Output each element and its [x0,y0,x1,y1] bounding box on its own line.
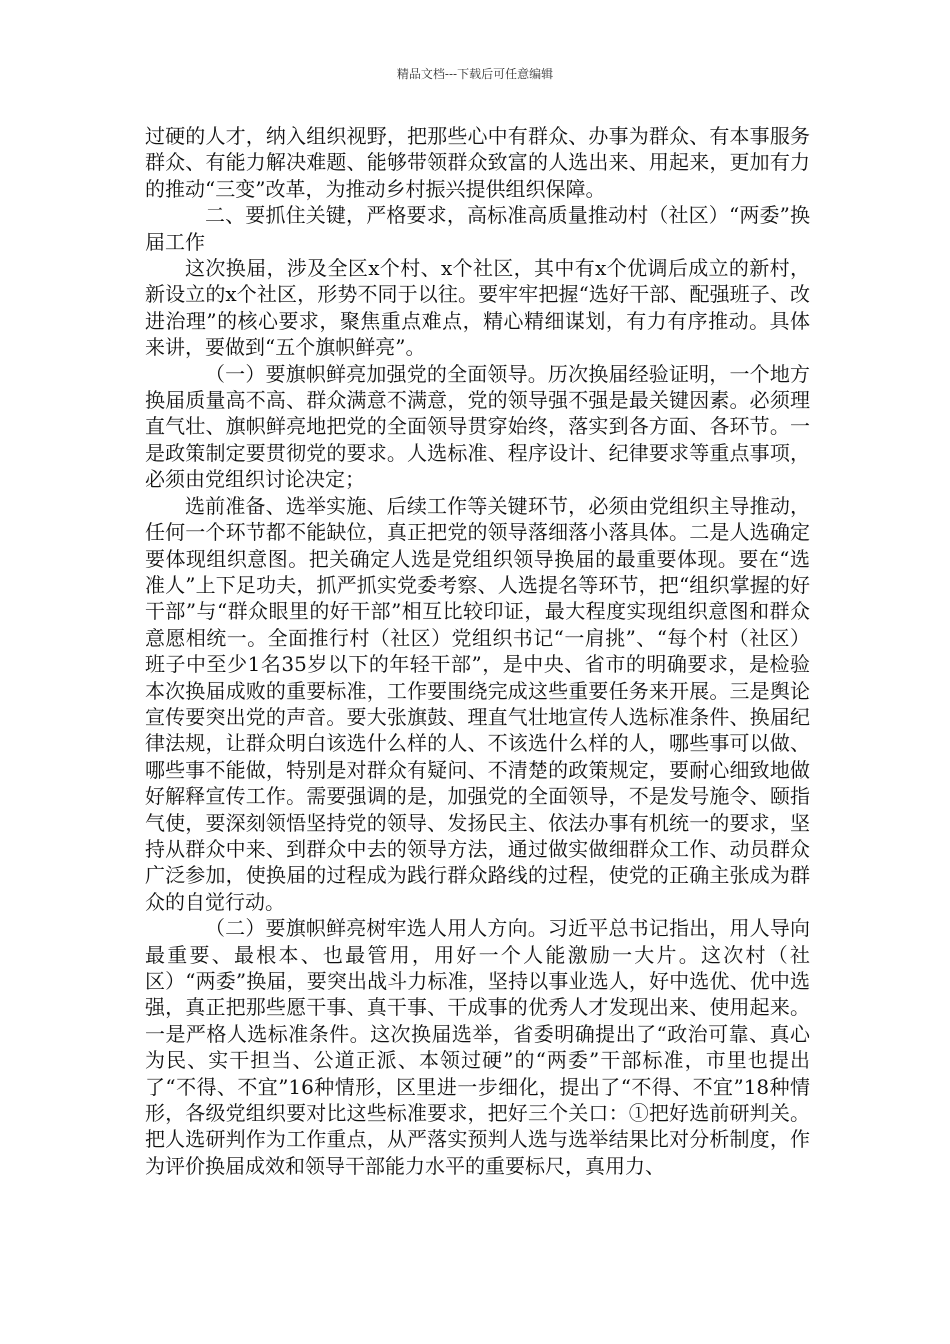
subsection-one: （一）要旗帜鲜亮加强党的全面领导。历次换届经验证明，一个地方换届质量高不高、群众满意不满意，党的领导强不强是最关键因素。必须理直气壮、旗帜鲜亮地把党的全面领导贯穿始终，落实到各方面、各环节。一是政策制定要贯彻党的要求。人选标准、程序设计、纪律要求等重点事项，必须由党组织讨论决定； [145,361,810,492]
paragraph-body: 选前准备、选举实施、后续工作等关键环节，必须由党组织主导推动，任何一个环节都不能缺位，真正把党的领导落细落小落具体。二是人选确定要体现组织意图。把关确定人选是党组织领导换届的最重要体现。要在“选准人”上下足功夫，抓严抓实党委考察、人选提名等环节，把“组织掌握的好干部”与“群众眼里的好干部”相互比较印证，最大程度实现组织意图和群众意愿相统一。全面推行村（社区）党组织书记“一肩挑”、“每个村（社区）班子中至少1名35岁以下的年轻干部”，是中央、省市的明确要求，是检验本次换届成败的重要标准，工作要围绕完成这些重要任务来开展。三是舆论宣传要突出党的声音。要大张旗鼓、理直气壮地宣传人选标准条件、换届纪律法规，让群众明白该选什么样的人、不该选什么样的人，哪些事可以做、哪些事不能做，特别是对群众有疑问、不清楚的政策规定，要耐心细致地做好解释宣传工作。需要强调的是，加强党的全面领导，不是发号施令、颐指气使，要深刻领悟坚持党的领导、发扬民主、依法办事有机统一的要求，坚持从群众中来、到群众中去的领导方法，通过做实做细群众工作、动员群众广泛参加，使换届的过程成为践行群众路线的过程，使党的正确主张成为群众的自觉行动。 [145,493,810,914]
subsection-two: （二）要旗帜鲜亮树牢选人用人方向。习近平总书记指出，用人导向最重要、最根本、也最管用，用好一个人能激励一大片。这次村（社区）“两委”换届，要突出战斗力标准，坚持以事业选人，好中选优、优中选强，真正把那些愿干事、真干事、干成事的优秀人才发现出来、使用起来。一是严格人选标准条件。这次换届选举，省委明确提出了“政治可靠、真心为民、实干担当、公道正派、本领过硬”的“两委”干部标准，市里也提出了“不得、不宜”16种情形，区里进一步细化，提出了“不得、不宜”18种情形，各级党组织要对比这些标准要求，把好三个关口：①把好选前研判关。把人选研判作为工作重点，从严落实预判人选与选举结果比对分析制度，作为评价换届成效和领导干部能力水平的重要标尺，真用力、 [145,916,810,1178]
document-body [145,123,810,1179]
paragraph-intro: 这次换届，涉及全区x个村、x个社区，其中有x个优调后成立的新村，新设立的x个社区，形势不同于以往。要牢牢把握“选好干部、配强班子、改进治理”的核心要求，聚焦重点难点，精心精细谋划，有力有序推动。具体来讲，要做到“五个旗帜鲜亮”。 [145,256,810,360]
page-header-note: 精品文档---下载后可任意编辑 [396,67,554,81]
section-heading: 二、要抓住关键，严格要求，高标准高质量推动村（社区）“两委”换届工作 [145,203,810,254]
paragraph-continuation: 过硬的人才，纳入组织视野，把那些心中有群众、办事为群众、有本事服务群众、有能力解决难题、能够带领群众致富的人选出来、用起来，更加有力的推动“三变”改革，为推动乡村振兴提供组织保障。 [145,124,810,201]
